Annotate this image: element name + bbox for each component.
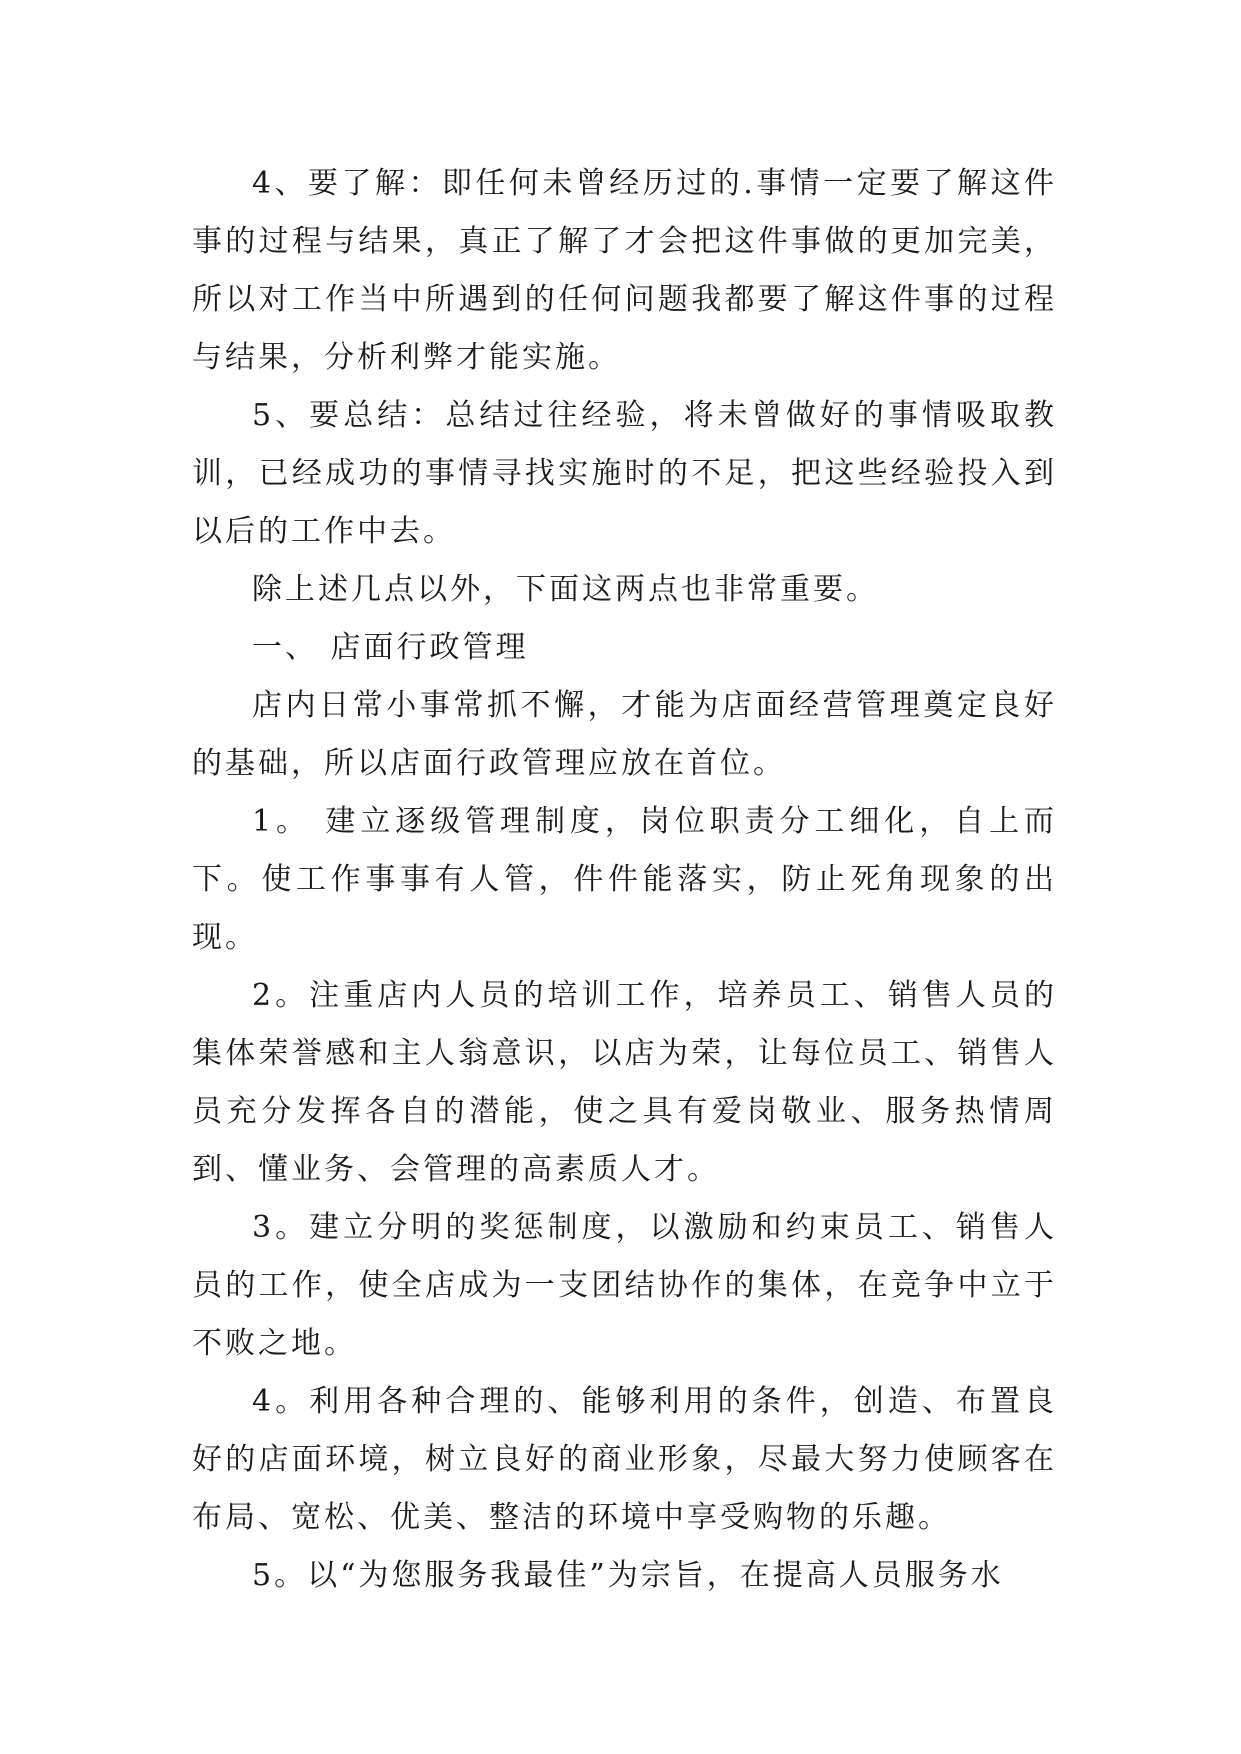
- paragraph-summarize: 5、要总结：总结过往经验，将未曾做好的事情吸取教训，已经成功的事情寻找实施时的不足，把这些经验投入到以后的工作中去。: [192, 398, 1057, 549]
- paragraph-transition: 除上述几点以外，下面这两点也非常重要。: [252, 572, 879, 607]
- paragraph-item-3: 3。建立分明的奖惩制度，以激励和约束员工、销售人员的工作，使全店成为一支团结协作的集体，在竞争中立于不败之地。: [192, 1210, 1057, 1361]
- paragraph-item-2: 2。注重店内人员的培训工作，培养员工、销售人员的集体荣誉感和主人翁意识，以店为荣，让每位员工、销售人员充分发挥各自的潜能，使之具有爱岗敬业、服务热情周到、懂业务、会管理的高素质人才。: [192, 978, 1057, 1187]
- document-body: [192, 155, 1057, 1605]
- paragraph-item-5: 5。以“为您服务我最佳”为宗旨，在提高人员服务水: [252, 1558, 1004, 1593]
- paragraph-item-4: 4。利用各种合理的、能够利用的条件，创造、布置良好的店面环境，树立良好的商业形象，尽最大努力使顾客在布局、宽松、优美、整洁的环境中享受购物的乐趣。: [192, 1384, 1057, 1535]
- paragraph-understand: 4、要了解：即任何未曾经历过的.事情一定要了解这件事的过程与结果，真正了解了才会把这件事做的更加完美，所以对工作当中所遇到的任何问题我都要了解这件事的过程与结果，分析利弊才能实施。: [192, 166, 1057, 375]
- section-heading-admin: 一、 店面行政管理: [252, 630, 529, 665]
- paragraph-item-1: 1。 建立逐级管理制度，岗位职责分工细化，自上而下。使工作事事有人管，件件能落实，防止死角现象的出现。: [192, 804, 1057, 955]
- paragraph-admin-intro: 店内日常小事常抓不懈，才能为店面经营管理奠定良好的基础，所以店面行政管理应放在首位。: [192, 688, 1057, 781]
